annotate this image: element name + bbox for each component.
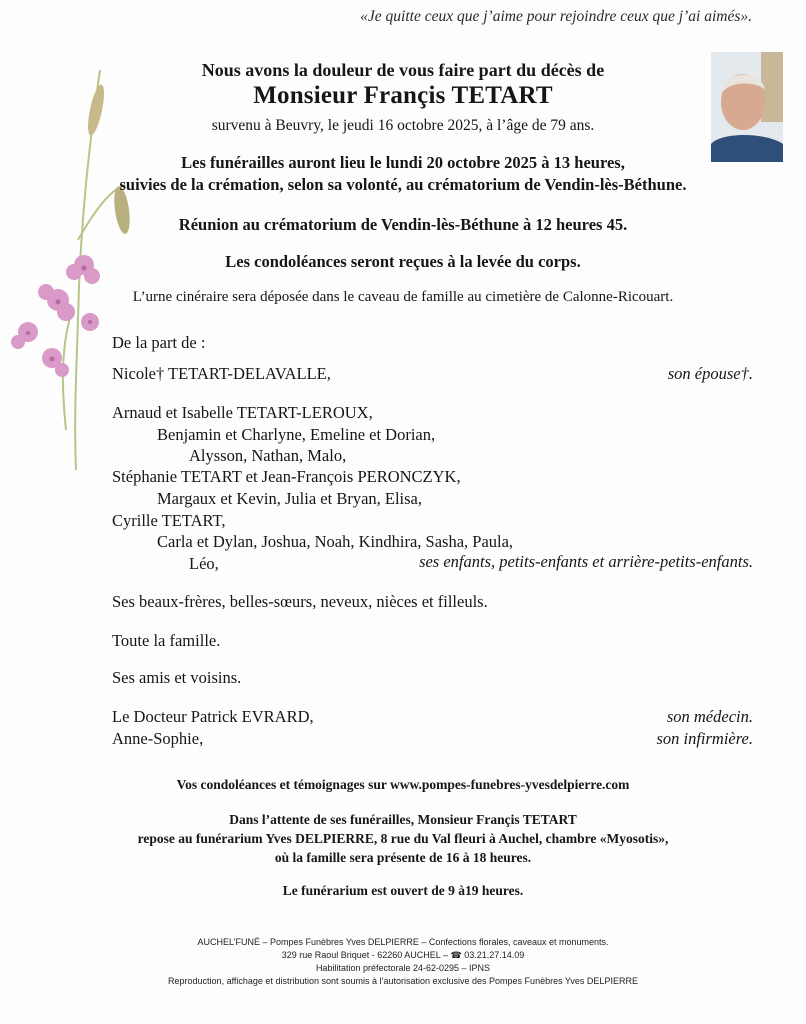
- spouse-role: son épouse†.: [667, 364, 753, 383]
- nurse-role: son infirmière.: [656, 729, 753, 748]
- epigraph-quote: «Je quitte ceux que j’aime pour rejoindre ceux que j’ai aimés».: [360, 8, 752, 25]
- whole-family: Toute la famille.: [112, 631, 221, 650]
- website-line: Vos condoléances et témoignages sur www.pompes-funebres-yvesdelpierre.com: [176, 777, 630, 792]
- meeting-info: Réunion au crématorium de Vendin-lès-Béthune à 12 heures 45.: [178, 215, 628, 234]
- friends: Ses amis et voisins.: [112, 668, 242, 687]
- spouse-name: Nicole† TETART-DELAVALLE,: [112, 364, 331, 383]
- urn-info: L’urne cinéraire sera déposée dans le caveau de famille au cimetière de Calonne-Ricouart.: [132, 289, 674, 305]
- family-line: Léo,: [189, 554, 219, 573]
- in-laws: Ses beaux-frères, belles-sœurs, neveux, nièces et filleuls.: [112, 592, 488, 611]
- company-line: AUCHEL’FUNÉ – Pompes Funèbres Yves DELPIERRE – Confections florales, caveaux et monuments.: [197, 937, 609, 947]
- family-line: Alysson, Nathan, Malo,: [189, 446, 347, 465]
- rest-line-3: où la famille sera présente de 16 à 18 heures.: [274, 850, 532, 865]
- death-details: survenu à Beuvry, le jeudi 16 octobre 2025, à l’âge de 79 ans.: [211, 117, 595, 134]
- condolences-info: Les condoléances seront reçues à la levée du corps.: [225, 252, 581, 271]
- family-line: Arnaud et Isabelle TETART-LEROUX,: [112, 403, 373, 422]
- opening-hours: Le funérarium est ouvert de 9 à19 heures.: [282, 883, 524, 898]
- family-line: Margaux et Kevin, Julia et Bryan, Elisa,: [157, 489, 423, 508]
- children-role: ses enfants, petits-enfants et arrière-petits-enfants.: [419, 552, 753, 571]
- doctor-role: son médecin.: [666, 707, 753, 726]
- rest-line-2: repose au funérarium Yves DELPIERRE, 8 rue du Val fleuri à Auchel, chambre «Myosotis»,: [137, 831, 669, 846]
- family-line: Cyrille TETART,: [112, 511, 226, 530]
- deceased-photo: [711, 52, 783, 162]
- funeral-date: Les funérailles auront lieu le lundi 20 octobre 2025 à 13 heures,: [181, 153, 625, 172]
- family-line: Stéphanie TETART et Jean-François PERONCZYK,: [112, 467, 461, 486]
- address-line: 329 rue Raoul Briquet - 62260 AUCHEL – ☎ 03.21.27.14.09: [281, 950, 525, 960]
- announcement-intro: Nous avons la douleur de vous faire part du décès de: [201, 60, 605, 80]
- family-line: Benjamin et Charlyne, Emeline et Dorian,: [157, 425, 436, 444]
- rights-line: Reproduction, affichage et distribution sont soumis à l’autorisation exclusive des Pompes Funèbres Yves DELPIERRE: [168, 976, 638, 986]
- rest-line-1: Dans l’attente de ses funérailles, Monsieur Françis TETART: [229, 812, 577, 827]
- cremation-info: suivies de la crémation, selon sa volonté, au crématorium de Vendin-lès-Béthune.: [119, 175, 687, 194]
- family-line: Carla et Dylan, Joshua, Noah, Kindhira, Sasha, Paula,: [157, 532, 514, 551]
- doctor-name: Le Docteur Patrick EVRARD,: [112, 707, 314, 726]
- license-line: Habilitation préfectorale 24-62-0295 – IPNS: [315, 963, 491, 973]
- family-intro: De la part de :: [112, 333, 206, 352]
- nurse-name: Anne-Sophie,: [112, 729, 204, 748]
- deceased-name: Monsieur Françis TETART: [253, 82, 553, 109]
